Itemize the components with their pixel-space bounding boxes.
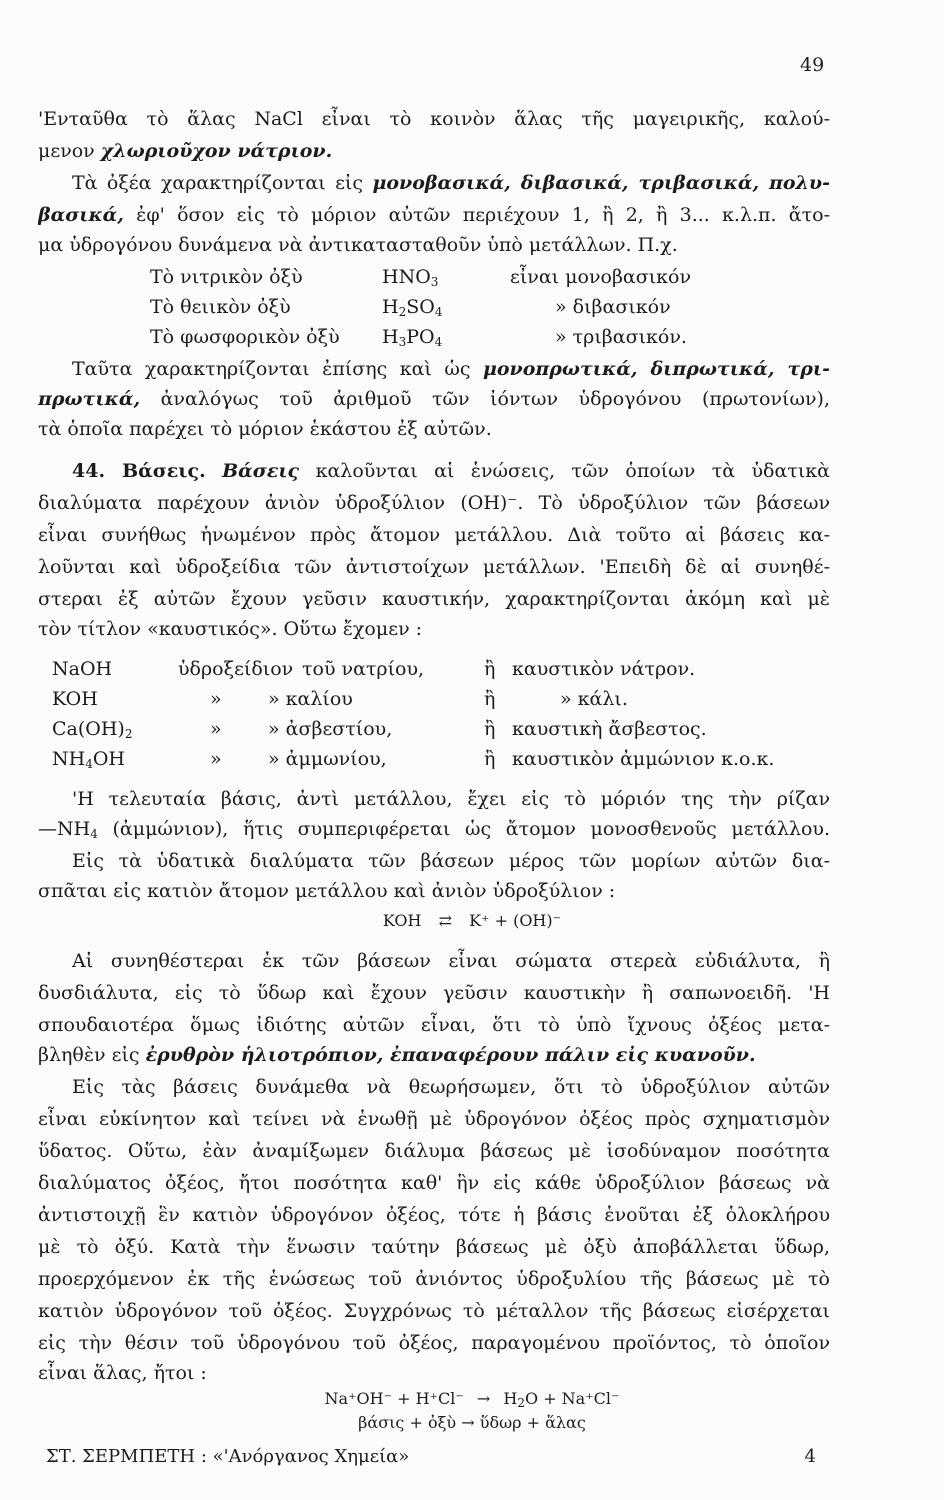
acid-formula: $HNO_3$ [382,266,439,289]
text-line: 'Η τελευταία βάσις, ἀντὶ μετάλλου, ἔχει εἰς τὸ μόριόν της τὴν ρίζαν [72,788,830,810]
text-line [38,384,830,414]
text-run: ἐφ' ὅσον εἰς τὸ μόριον αὐτῶν περιέχουν 1, ἢ 2, ἢ 3... κ.λ.π. ἄτο- [123,204,830,226]
base-name-col2: » ἀσβεστίου, [268,718,393,740]
base-name-col1: » [210,718,222,740]
text-line: ἀντιστοιχῇ ἓν κατιὸν ὑδρογόνον ὀξέος, τότε ἡ βάσις ἑνοῦται ἐξ ὁλοκλήρου [38,1204,830,1226]
text-line: Εἰς τὰς βάσεις δυνάμεθα νὰ θεωρήσωμεν, ὅτι τὸ ὑδροξύλιον αὐτῶν [72,1076,830,1098]
equation-left: Na⁺OH⁻ + H⁺Cl⁻ [324,1389,464,1408]
text-line [38,200,830,230]
base-formula: $NH_4OH$ [52,748,125,771]
text-run: Τὰ ὀξέα χαρακτηρίζονται εἰς [72,172,373,194]
text-line: στεραι ἐξ αὐτῶν ἔχουν γεῦσιν καυστικήν, χαρακτηρίζονται ἀκόμη καὶ μὲ [38,588,830,610]
text-line: $—NH_4$ (ἀμμώνιον), ἥτις συμπεριφέρεται ὡς ἄτομον μονοσθενοῦς μετάλλου. [38,818,830,841]
text-line: τὸν τίτλον «καυστικός». Οὕτω ἔχομεν : [38,618,423,640]
equation-words: βάσις + ὀξὺ → ὕδωρ + ἅλας [358,1413,586,1432]
text-line: εἶναι εὐκίνητον καὶ τείνει νὰ ἑνωθῇ μὲ ὑδρογόνον ὀξέος πρὸς σχηματισμὸν [38,1108,830,1130]
emphasized-term: Βάσεις [222,460,300,482]
base-alt-name: καυστικὸν νάτρον. [512,658,696,680]
text-line: εἰς τὴν θέσιν τοῦ ὑδρογόνου τοῦ ὀξέος, παραγομένου προϊόντος, τὸ ὁποῖον [38,1332,830,1354]
text-line: σπουδαιοτέρα ὅμως ἰδιότης αὐτῶν εἶναι, ὅτι τὸ ὑπὸ ἴχνους ὀξέος μετα- [38,1014,830,1036]
text-line: λοῦνται καὶ ὑδροξείδια τῶν ἀντιστοίχων μετάλλων. 'Επειδὴ δὲ αἱ συνηθέ- [38,556,830,578]
base-name-col1: ὑδροξείδιον [178,658,294,680]
text-run: ἀναλόγως τοῦ ἀριθμοῦ τῶν ἰόντων ὑδρογόνου (πρωτονίων), [140,388,830,410]
emphasized-term: μονοπρωτικά, διπρωτικά, τρι- [482,358,830,380]
section-heading-line [72,456,830,486]
page-number: 49 [800,54,825,76]
base-name-col2: » καλίου [268,688,353,710]
text-line [72,168,830,198]
emphasized-term: χλωριοῦχον νάτριον. [100,140,333,162]
text-line: μὲ τὸ ὀξύ. Κατὰ τὴν ἕνωσιν ταύτην βάσεως μὲ ὀξὺ ἀποβάλλεται ὕδωρ, [38,1236,830,1258]
equation-left: KOH [382,911,422,930]
base-alt-or: ἢ [484,748,496,770]
base-name-col1: » [210,688,222,710]
base-alt-name: καυστικὴ ἄσβεστος. [512,718,707,740]
base-name-col1: » [210,748,222,770]
text-line: τὰ ὁποῖα παρέχει τὸ μόριον ἑκάστου ἐξ αὐτῶν. [38,418,492,440]
text-line: δυσδιάλυτα, εἰς τὸ ὕδωρ καὶ ἔχουν γεῦσιν καυστικὴν ἢ σαπωνοειδῆ. 'Η [38,982,830,1004]
text-line: προερχόμενον ἐκ τῆς ἑνώσεως τοῦ ἀνιόντος ὑδροξυλίου τῆς βάσεως μὲ τὸ [38,1268,830,1290]
acid-description: » διβασικόν [555,296,671,318]
base-formula: NaOH [52,658,113,680]
text-line: διαλύματος ὀξέος, ἤτοι ποσότητα καθ' ἣν εἰς κάθε ὑδροξύλιον βάσεως νὰ [38,1172,830,1194]
emphasized-term: ἐρυθρὸν ἡλιοτρόπιον, ἐπαναφέρουν πάλιν εἰς κυανοῦν. [145,1044,756,1066]
text-line: σπᾶται εἰς κατιὸν ἄτομον μετάλλου καὶ ἀνιὸν ὑδροξύλιον : [38,880,616,902]
text-line: Αἱ συνηθέστεραι ἐκ τῶν βάσεων εἶναι σώματα στερεὰ εὐδιάλυτα, ἢ [72,950,830,972]
base-alt-or: ἢ [484,718,496,740]
base-alt-or: ἢ [484,688,496,710]
text-run: μενον [38,140,101,162]
equation-dissociation [0,908,944,934]
text-run: Ταῦτα χαρακτηρίζονται ἐπίσης καὶ ὡς [72,358,483,380]
text-line: μα ὑδρογόνου δυνάμενα νὰ ἀντικατασταθοῦν ὑπὸ μετάλλων. Π.χ. [38,234,678,256]
reaction-arrow-icon: → [476,1389,491,1408]
footer [46,1446,816,1476]
text-line: κατιὸν ὑδρογόνον τοῦ ὀξέος. Συγχρόνως τὸ μέταλλον τῆς βάσεως εἰσέρχεται [38,1300,830,1322]
text-line: Εἰς τὰ ὑδατικὰ διαλύματα τῶν βάσεων μέρος τῶν μορίων αὐτῶν δια- [72,850,830,872]
base-row [0,684,944,714]
acid-row [0,262,944,292]
acid-description: » τριβασικόν. [555,326,687,348]
text-line [38,1040,830,1070]
base-alt-name: καυστικὸν ἀμμώνιον κ.ο.κ. [512,748,775,770]
acid-name: Τὸ θειικὸν ὀξὺ [150,296,291,318]
text-line: 'Ενταῦθα τὸ ἅλας NaCl εἶναι τὸ κοινὸν ἅλας τῆς μαγειρικῆς, καλού- [38,108,830,130]
text-line: ὕδατος. Οὕτω, ἐὰν ἀναμίξωμεν διάλυμα βάσεως μὲ ἰσοδύναμον ποσότητα [38,1140,830,1162]
emphasized-term: πρωτικά, [38,388,141,410]
text-line: διαλύματα παρέχουν ἀνιὸν ὑδροξύλιον (OH)⁻. Τὸ ὑδροξύλιον τῶν βάσεων [38,492,830,514]
equation-right: $H_2O + Na^+Cl^-$ [503,1389,620,1410]
base-formula: KOH [52,688,98,710]
text-run: καλοῦνται αἱ ἑνώσεις, τῶν ὁποίων τὰ ὑδατικὰ [299,460,830,482]
section-title: 44. Βάσεις. [72,460,206,482]
acid-row [0,292,944,322]
emphasized-term: μονοβασικά, διβασικά, τριβασικά, πολυ- [372,172,830,194]
base-row [0,744,944,774]
base-formula: $Ca(OH)_2$ [52,718,133,741]
acid-formula: $H_2SO_4$ [382,296,443,319]
acid-name: Τὸ νιτρικὸν ὀξὺ [150,266,303,288]
acid-name: Τὸ φωσφορικὸν ὀξὺ [150,326,340,348]
base-alt-name: » κάλι. [560,688,628,710]
text-line: εἶναι ἅλας, ἤτοι : [38,1362,207,1384]
base-row [0,714,944,744]
equation-right: K⁺ + (OH)⁻ [469,911,562,930]
text-run: βληθὲν εἰς [38,1044,146,1066]
equilibrium-arrow-icon: ⇄ [438,911,452,930]
acid-description: εἶναι μονοβασικόν [510,266,692,288]
text-line [38,136,830,166]
base-alt-or: ἢ [484,658,496,680]
text-line [72,354,830,384]
signature-number: 4 [804,1446,816,1467]
emphasized-term: βασικά, [38,204,124,226]
base-name-col2: τοῦ νατρίου, [302,658,425,680]
base-name-col2: » ἀμμωνίου, [268,748,387,770]
acid-row [0,322,944,352]
equation-neutralization [0,1386,944,1412]
base-row [0,654,944,684]
acid-formula: $H_3PO_4$ [382,326,443,349]
footer-credit: ΣΤ. ΣΕΡΜΠΕΤΗ : «'Ανόργανος Χημεία» [46,1446,410,1467]
text-line: εἶναι συνήθως ἡνωμένον πρὸς ἄτομον μετάλλου. Διὰ τοῦτο αἱ βάσεις κα- [38,524,830,546]
